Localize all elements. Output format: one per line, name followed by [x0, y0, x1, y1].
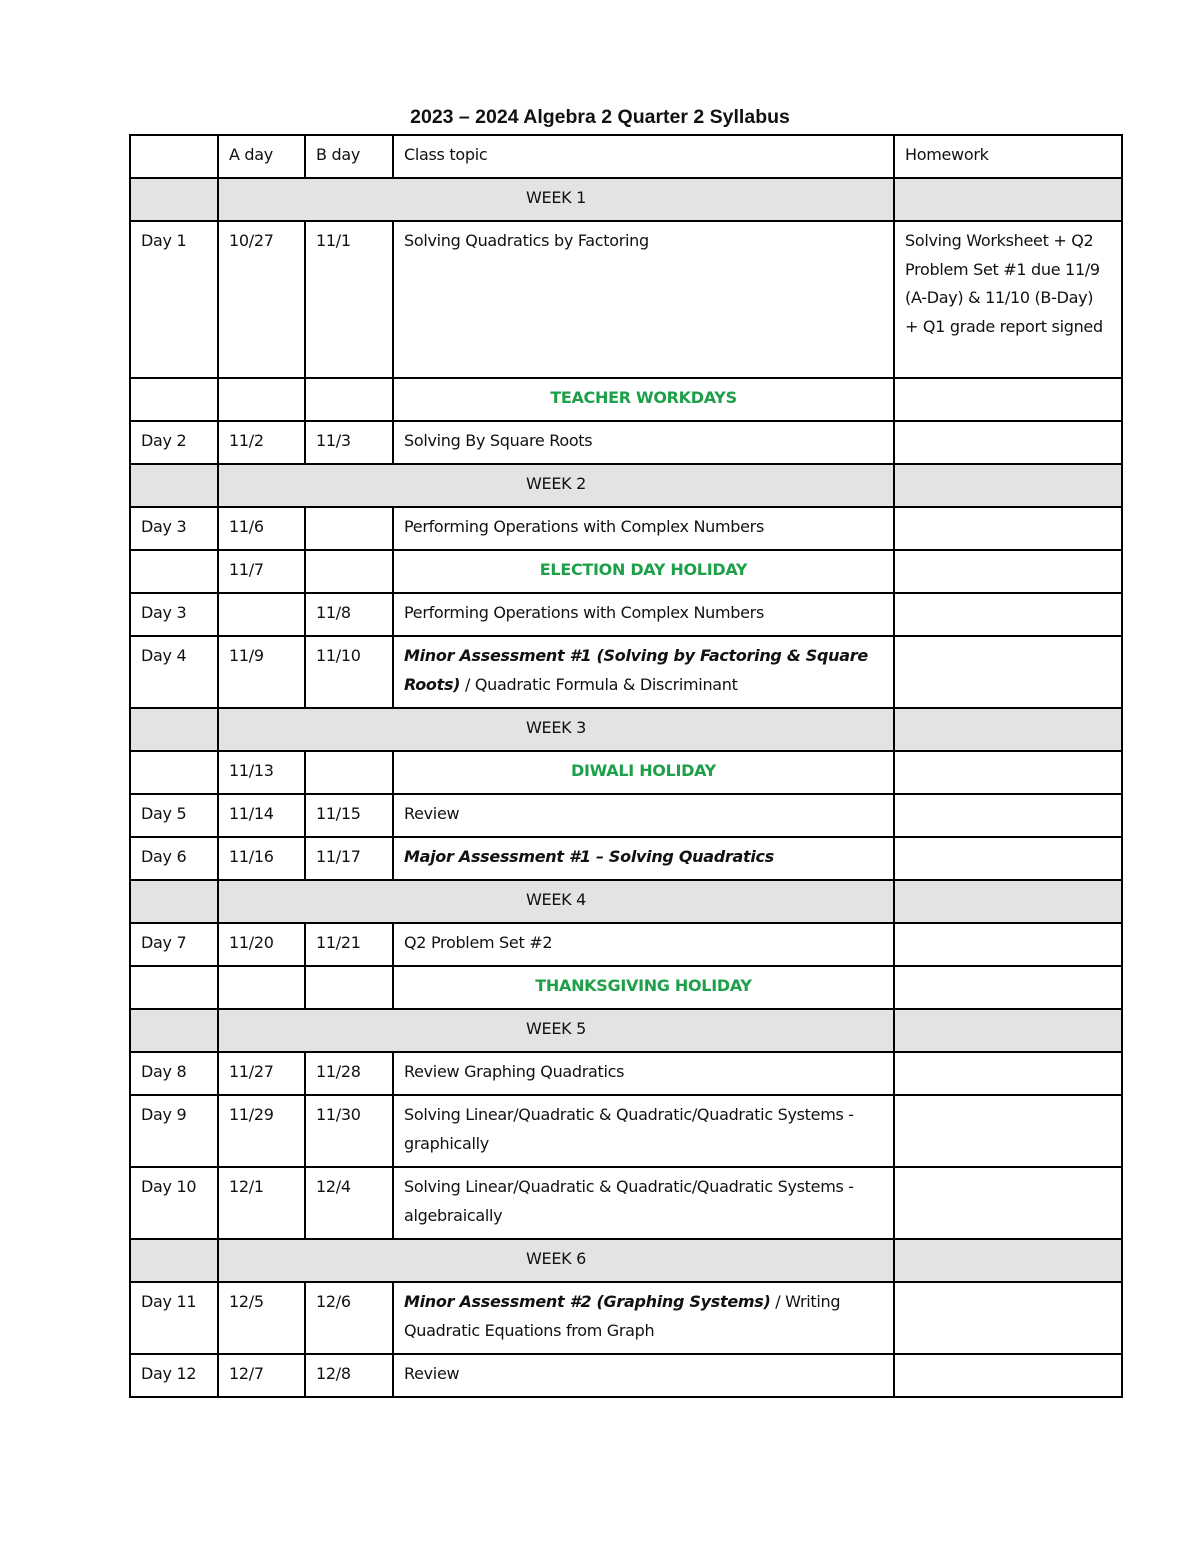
header-a-day: A day [218, 135, 305, 178]
day-cell: Day 2 [130, 421, 218, 464]
week-label: WEEK 6 [218, 1239, 894, 1282]
header-day-label [130, 135, 218, 178]
a-day-date: 11/7 [218, 550, 305, 593]
day-cell: Day 9 [130, 1095, 218, 1167]
a-day-date: 11/14 [218, 794, 305, 837]
week-row [130, 880, 1122, 923]
day-cell: Day 5 [130, 794, 218, 837]
assessment-label: Minor Assessment #2 (Graphing Systems) [404, 1292, 771, 1311]
holiday-label: TEACHER WORKDAYS [393, 378, 894, 421]
class-topic: Performing Operations with Complex Numbers [393, 593, 894, 636]
topic-text: / Writing Quadratic Equations from Graph [404, 1292, 841, 1340]
class-topic: Q2 Problem Set #2 [393, 923, 894, 966]
class-topic: Solving By Square Roots [393, 421, 894, 464]
a-day-date: 10/27 [218, 221, 305, 378]
a-day-date: 12/7 [218, 1354, 305, 1397]
b-day-date: 11/15 [305, 794, 393, 837]
week-row [130, 1009, 1122, 1052]
table-row [130, 1095, 1122, 1167]
class-topic [393, 1282, 894, 1354]
a-day-date [218, 593, 305, 636]
table-row [130, 636, 1122, 708]
a-day-date: 11/16 [218, 837, 305, 880]
holiday-row [130, 550, 1122, 593]
header-homework: Homework [894, 135, 1122, 178]
day-cell: Day 6 [130, 837, 218, 880]
holiday-row [130, 966, 1122, 1009]
assessment-label: Minor Assessment #1 (Solving by Factoring & Square Roots) [404, 646, 868, 694]
holiday-label: DIWALI HOLIDAY [393, 751, 894, 794]
header-b-day: B day [305, 135, 393, 178]
week-label: WEEK 5 [218, 1009, 894, 1052]
a-day-date: 11/29 [218, 1095, 305, 1167]
day-cell: Day 4 [130, 636, 218, 708]
a-day-date: 12/5 [218, 1282, 305, 1354]
b-day-date: 11/21 [305, 923, 393, 966]
day-cell: Day 3 [130, 593, 218, 636]
page-title: 2023 – 2024 Algebra 2 Quarter 2 Syllabus [410, 106, 790, 128]
a-day-date: 11/6 [218, 507, 305, 550]
day-cell: Day 11 [130, 1282, 218, 1354]
b-day-date: 11/28 [305, 1052, 393, 1095]
class-topic: Review Graphing Quadratics [393, 1052, 894, 1095]
table-row [130, 1052, 1122, 1095]
class-topic: Solving Quadratics by Factoring [393, 221, 894, 378]
b-day-date: 11/8 [305, 593, 393, 636]
a-day-date: 11/20 [218, 923, 305, 966]
table-row [130, 1282, 1122, 1354]
b-day-date: 12/4 [305, 1167, 393, 1239]
day-cell: Day 12 [130, 1354, 218, 1397]
holiday-label: THANKSGIVING HOLIDAY [393, 966, 894, 1009]
table-row [130, 593, 1122, 636]
week-label: WEEK 2 [218, 464, 894, 507]
class-topic: Performing Operations with Complex Numbers [393, 507, 894, 550]
week-label: WEEK 1 [218, 178, 894, 221]
table-row [130, 507, 1122, 550]
b-day-date: 12/8 [305, 1354, 393, 1397]
table-row [130, 421, 1122, 464]
a-day-date: 12/1 [218, 1167, 305, 1239]
holiday-row [130, 378, 1122, 421]
topic-text: / Quadratic Formula & Discriminant [460, 674, 738, 694]
a-day-date: 11/2 [218, 421, 305, 464]
b-day-date: 11/1 [305, 221, 393, 378]
table-row [130, 1354, 1122, 1397]
table-row [130, 837, 1122, 880]
a-day-date: 11/13 [218, 751, 305, 794]
day-cell: Day 7 [130, 923, 218, 966]
a-day-date: 11/27 [218, 1052, 305, 1095]
a-day-date: 11/9 [218, 636, 305, 708]
day-cell: Day 10 [130, 1167, 218, 1239]
class-topic [393, 636, 894, 708]
day-cell: Day 1 [130, 221, 218, 378]
b-day-date: 11/17 [305, 837, 393, 880]
syllabus-table [129, 134, 1123, 1398]
b-day-date [305, 507, 393, 550]
class-topic: Solving Linear/Quadratic & Quadratic/Quadratic Systems - graphically [393, 1095, 894, 1167]
week-row [130, 1239, 1122, 1282]
week-label: WEEK 4 [218, 880, 894, 923]
table-row [130, 1167, 1122, 1239]
b-day-date: 11/30 [305, 1095, 393, 1167]
table-row [130, 923, 1122, 966]
week-row [130, 464, 1122, 507]
class-topic [393, 837, 894, 880]
day-cell: Day 3 [130, 507, 218, 550]
class-topic: Review [393, 1354, 894, 1397]
assessment-label: Major Assessment #1 – Solving Quadratics [404, 847, 774, 866]
table-row [130, 794, 1122, 837]
b-day-date: 11/10 [305, 636, 393, 708]
holiday-row [130, 751, 1122, 794]
week-row [130, 178, 1122, 221]
day-cell: Day 8 [130, 1052, 218, 1095]
b-day-date: 12/6 [305, 1282, 393, 1354]
table-row [130, 221, 1122, 378]
header-row [130, 135, 1122, 178]
class-topic: Solving Linear/Quadratic & Quadratic/Quadratic Systems - algebraically [393, 1167, 894, 1239]
holiday-label: ELECTION DAY HOLIDAY [393, 550, 894, 593]
b-day-date: 11/3 [305, 421, 393, 464]
class-topic: Review [393, 794, 894, 837]
homework: Solving Worksheet + Q2 Problem Set #1 due 11/9 (A-Day) & 11/10 (B-Day) + Q1 grade report signed [894, 221, 1122, 378]
header-class-topic: Class topic [393, 135, 894, 178]
week-label: WEEK 3 [218, 708, 894, 751]
week-row [130, 708, 1122, 751]
